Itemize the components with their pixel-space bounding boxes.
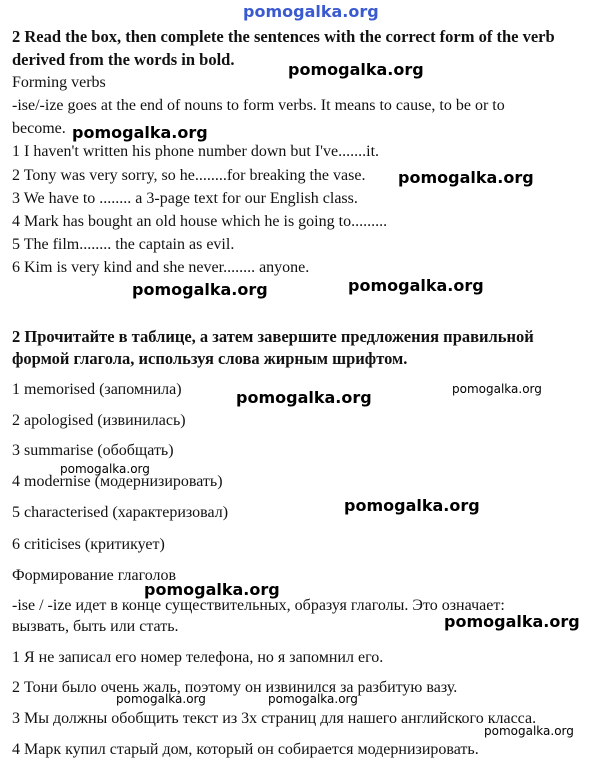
english-heading-cont: derived from the words in bold. bbox=[12, 50, 235, 69]
english-heading: 2 Read the box, then complete the sentences with the correct form of the verb bbox=[12, 27, 555, 46]
answer-item: 4 modernise (модернизировать) bbox=[12, 473, 223, 490]
watermark: pomogalka.org bbox=[348, 276, 484, 295]
english-box-title: Forming verbs bbox=[12, 74, 106, 91]
russian-box-title: Формирование глаголов bbox=[12, 567, 177, 584]
watermark: pomogalka.org bbox=[444, 612, 580, 631]
english-sentence: 3 We have to ........ a 3-page text for our English class. bbox=[12, 190, 358, 207]
watermark-top: pomogalka.org bbox=[243, 2, 379, 21]
russian-rule: -ise / -ize идет в конце существительных, образуя глаголы. Это означает: bbox=[12, 597, 505, 614]
english-sentence: 4 Mark has bought an old house which he is going to......... bbox=[12, 213, 388, 230]
english-sentence: 6 Kim is very kind and she never........ anyone. bbox=[12, 259, 310, 276]
translation-item: 4 Марк купил старый дом, который он собирается модернизировать. bbox=[12, 741, 479, 758]
watermark: pomogalka.org bbox=[288, 60, 424, 79]
russian-heading: 2 Прочитайте в таблице, а затем завершите предложения правильной bbox=[12, 327, 534, 346]
translation-item: 3 Мы должны обобщить текст из 3х страниц для нашего английского класса. bbox=[12, 710, 537, 727]
watermark: pomogalka.org bbox=[236, 388, 372, 407]
answer-item: 2 apologised (извинилась) bbox=[12, 412, 186, 429]
watermark: pomogalka.org bbox=[452, 382, 542, 396]
english-sentence: 1 I haven't written his phone number down but I've.......it. bbox=[12, 143, 380, 160]
watermark: pomogalka.org bbox=[268, 692, 358, 706]
answer-item: 1 memorised (запомнила) bbox=[12, 381, 182, 398]
russian-heading-cont: формой глагола, используя слова жирным шрифтом. bbox=[12, 349, 408, 368]
watermark: pomogalka.org bbox=[60, 462, 150, 476]
watermark: pomogalka.org bbox=[344, 496, 480, 515]
english-rule: -ise/-ize goes at the end of nouns to form verbs. It means to cause, to be or to bbox=[12, 97, 505, 114]
watermark: pomogalka.org bbox=[484, 724, 574, 738]
answer-item: 5 characterised (характеризовал) bbox=[12, 504, 229, 521]
translation-item: 2 Тони было очень жаль, поэтому он извинился за разбитую вазу. bbox=[12, 679, 458, 696]
watermark: pomogalka.org bbox=[144, 580, 280, 599]
translation-item: 1 Я не записал его номер телефона, но я запомнил его. bbox=[12, 649, 384, 666]
watermark: pomogalka.org bbox=[72, 123, 208, 142]
watermark: pomogalka.org bbox=[132, 280, 268, 299]
english-rule-cont: become. bbox=[12, 120, 66, 137]
english-sentence: 2 Tony was very sorry, so he........for breaking the vase. bbox=[12, 167, 366, 184]
watermark: pomogalka.org bbox=[398, 168, 534, 187]
watermark: pomogalka.org bbox=[116, 692, 206, 706]
russian-rule-cont: вызвать, быть или стать. bbox=[12, 618, 179, 635]
answer-item: 3 summarise (обобщать) bbox=[12, 442, 174, 459]
english-sentence: 5 The film........ the captain as evil. bbox=[12, 236, 235, 253]
answer-item: 6 criticises (критикует) bbox=[12, 536, 165, 553]
